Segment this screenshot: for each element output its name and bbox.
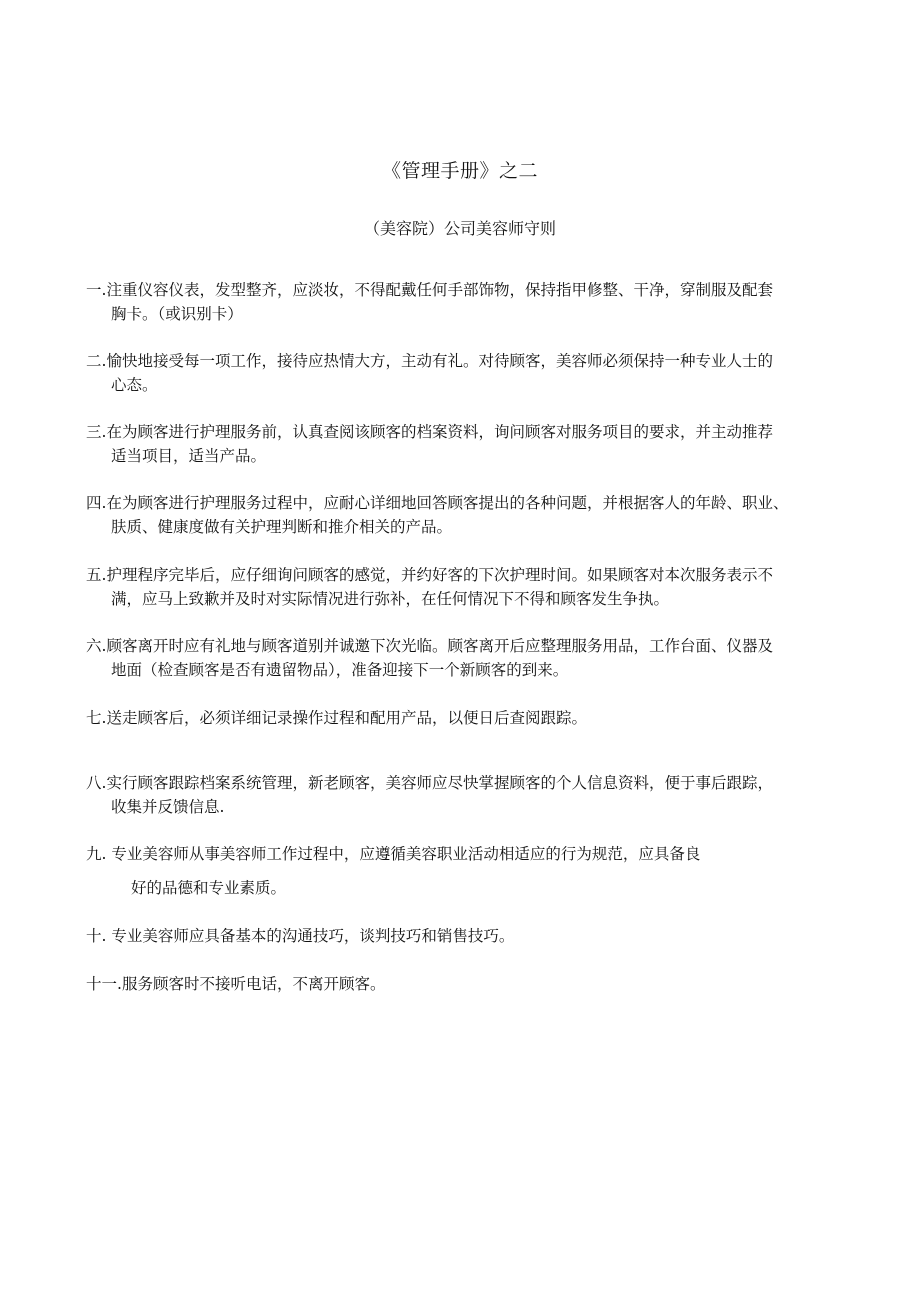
rule-item-5 — [86, 563, 842, 611]
rule-text: 专业美容师应具备基本的沟通技巧，谈判技巧和销售技巧。 — [106, 927, 515, 945]
rule-number: 七. — [86, 709, 107, 727]
rule-number: 三. — [86, 423, 107, 441]
rule-item-2 — [86, 349, 842, 397]
rule-number: 十. — [86, 927, 107, 945]
rule-number: 五. — [86, 566, 107, 584]
rule-number: 一. — [86, 281, 107, 299]
rule-number: 六. — [86, 637, 107, 655]
rule-number: 二. — [86, 352, 107, 370]
rule-number: 八. — [86, 774, 107, 792]
rule-text: 实行顾客跟踪档案系统管理，新老顾客，美容师应尽快掌握顾客的个人信息资料，便于事后跟踪， — [106, 774, 773, 792]
rule-text: 在为顾客进行护理服务前，认真查阅该顾客的档案资料，询问顾客对服务项目的要求，并主动推荐 — [106, 423, 773, 441]
rule-text-continued: 满，应马上致歉并及时对实际情况进行弥补，在任何情况下不得和顾客发生争执。 — [111, 590, 670, 608]
rule-text: 顾客离开时应有礼地与顾客道别并诚邀下次光临。顾客离开后应整理服务用品，工作台面、仪器及 — [106, 637, 773, 655]
rule-text: 护理程序完毕后，应仔细询问顾客的感觉，并约好客的下次护理时间。如果顾客对本次服务表示不 — [106, 566, 773, 584]
rule-text-continued: 胸卡。（或识别卡） — [111, 305, 243, 323]
document-subtitle: （美容院）公司美容师守则 — [363, 219, 556, 238]
rule-text: 愉快地接受每一项工作，接待应热情大方，主动有礼。对待顾客，美容师必须保持一种专业人士的 — [106, 352, 773, 370]
rule-text-continued: 肤质、健康度做有关护理判断和推介相关的产品。 — [111, 518, 453, 536]
rule-item-4 — [86, 491, 842, 539]
rule-item-10 — [86, 924, 842, 948]
rule-item-8 — [86, 771, 842, 819]
rule-item-7 — [86, 706, 842, 730]
rule-text: 专业美容师从事美容师工作过程中，应遵循美容职业活动相适应的行为规范，应具备良 — [106, 845, 701, 863]
rule-text-continued: 心态。 — [111, 376, 158, 394]
rule-text: 服务顾客时不接听电话，不离开顾客。 — [121, 975, 386, 993]
rule-text-continued: 收集并反馈信息. — [111, 798, 225, 816]
rule-number: 九. — [86, 845, 107, 863]
rule-text: 在为顾客进行护理服务过程中，应耐心详细地回答顾客提出的各种问题，并根据客人的年龄、职业、 — [106, 494, 789, 512]
rule-item-9 — [86, 842, 842, 900]
rule-item-6 — [86, 634, 842, 682]
document-title: 《管理手册》之二 — [381, 160, 538, 182]
rule-text-continued: 地面（检查顾客是否有遗留物品），准备迎接下一个新顾客的到来。 — [111, 661, 569, 679]
rule-item-1 — [86, 278, 842, 326]
rule-text: 送走顾客后，必须详细记录操作过程和配用产品，以便日后查阅跟踪。 — [106, 709, 587, 727]
rule-number: 十一. — [86, 975, 122, 993]
rule-text-continued: 适当项目，适当产品。 — [111, 447, 267, 465]
rule-number: 四. — [86, 494, 107, 512]
rule-text-continued: 好的品德和专业素质。 — [131, 879, 287, 897]
rule-item-3 — [86, 420, 842, 468]
rule-item-11 — [86, 972, 842, 996]
rule-text: 注重仪容仪表，发型整齐，应淡妆，不得配戴任何手部饰物，保持指甲修整、干净，穿制服及配套 — [106, 281, 773, 299]
